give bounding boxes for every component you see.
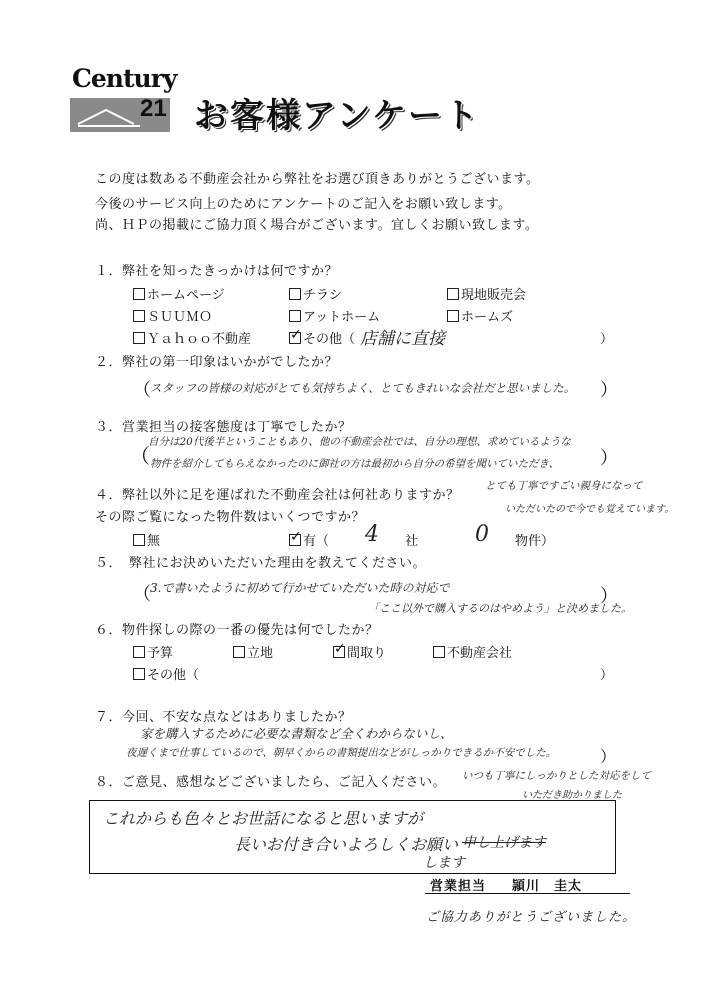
q3-handwritten-line: 物件を紹介してもらえなかったのに御社の方は最初から自分の希望を聞いていただき、 [150,458,560,470]
question-3: ３．営業担当の接客態度は丁寧でしたか？ [95,420,352,435]
closing-message: ご協力ありがとうございました。 [426,910,637,925]
question-2: ２．弊社の第一印象はいかがでしたか？ [95,355,339,370]
q1-option: Ｙａｈｏｏ不動産 [133,328,251,347]
q1-handwritten-answer: 店舗に直接 [360,329,445,349]
comment-line: 長いお付き合いよろしくお願い [234,835,459,854]
checkbox[interactable] [133,288,145,300]
q5-handwritten-line: 「ここ以外で購入するのはやめよう」と決めました。 [368,602,632,615]
checkbox[interactable] [447,310,459,322]
q3-handwritten-line: 自分は20代後半ということもあり、他の不動産会社では、自分の理想、求めているような [148,436,571,448]
q6-option: 不動産会社 [433,642,512,661]
checkbox[interactable] [133,668,145,680]
checkbox[interactable] [233,646,245,658]
q6-option: 予算 [133,642,173,661]
question-4: ４．弊社以外に足を運ばれた不動産会社は何社ありますか？ [95,488,460,503]
checkbox[interactable] [133,332,145,344]
checkbox[interactable] [433,646,445,658]
q7-handwritten-line: 夜遅くまで仕事しているので、朝早くからの書類提出などがしっかりできるか不安でした。 [126,747,557,759]
q5-open-paren: （ [133,584,151,605]
q4-property-unit: 物件） [515,534,555,549]
q4-handwritten-note: いただいたので今でも覚えています。 [505,504,675,515]
comment-strikethrough: 申し上げます [462,835,546,851]
question-6: ６．物件探しの際の一番の優先は何でしたか？ [95,623,379,638]
brand-logo-number: 21 [140,95,167,122]
q4-handwritten-note: とても丁寧ですごい親身になって [485,480,643,492]
q4-company-count: 4 [365,522,379,547]
q2-close-paren: ） [600,380,618,401]
q6-option: 立地 [233,642,273,661]
checkbox[interactable] [447,288,459,300]
q4-option-none: 無 [133,530,160,549]
q7-close-paren: ） [600,747,617,766]
checkbox-checked[interactable] [289,332,301,344]
q3-close-paren: ） [600,448,618,469]
q4-property-count: 0 [475,522,489,547]
staff-label: 営業担当 [430,879,487,894]
question-8: ８．ご意見、感想などございましたら、ご記入ください。 [95,775,447,790]
intro-line: 尚、ＨＰの掲載にご協力頂く場合がございます。宜しくお願い致します。 [95,218,539,233]
q1-option: チラシ [289,284,342,303]
q1-close-paren: ） [600,332,614,347]
comment-line: これからも色々とお世話になると思いますが [103,809,424,828]
q4-company-unit: 社 [405,534,419,549]
checkbox[interactable] [289,288,301,300]
q1-option: ＳＵＵＭＯ [133,306,212,325]
logo-roof-icon [76,106,146,128]
q4-option-yes: ✓ 有（ [289,530,329,549]
question-1: １．弊社を知ったきっかけは何ですか？ [95,264,339,279]
q1-option: ホームズ [447,306,513,325]
question-7: ７．今回、不安な点などはありましたか？ [95,710,352,725]
q2-handwritten-answer: スタッフの皆様の対応がとても気持ちよく、とてもきれいな会社だと思いました。 [150,381,576,395]
page-title: お客様アンケート [194,96,480,136]
q1-option: ホームページ [133,284,225,303]
brand-logo: Century [72,64,177,93]
q2-open-paren: （ [133,380,151,401]
q5-close-paren: ） [600,586,618,607]
checkbox[interactable] [133,534,145,546]
q8-handwritten-note: いつも丁寧にしっかりとした対応をして [462,770,651,782]
intro-line: この度は数ある不動産会社から弊社をお選び頂きありがとうございます。 [95,172,540,187]
checkbox[interactable] [289,310,301,322]
checkbox-checked[interactable] [333,646,345,658]
checkbox-checked[interactable] [289,534,301,546]
comment-line: します [423,855,465,871]
question-4-sub: その際ご覧になった物件数はいくつですか？ [95,510,366,525]
q7-handwritten-line: 家を購入するために必要な書類など全くわからないし、 [140,726,453,741]
q3-open-paren: （ [130,444,150,468]
q5-handwritten-line: 3.で書いたように初めて行かせていただいた時の対応で [150,581,450,595]
checkbox[interactable] [133,310,145,322]
checkbox[interactable] [133,646,145,658]
staff-name: 頴川 圭太 [512,879,583,894]
q6-option-other: その他（ [133,664,199,683]
question-5: ５． 弊社にお決めいただいた理由を教えてください。 [95,556,427,571]
q1-option: アットホーム [289,306,380,325]
q8-handwritten-note: いただき助かりました [522,790,622,801]
q6-option-checked: ✓ 間取り [333,642,386,661]
q6-close-paren: ） [600,668,614,683]
q1-option-other: ✓ その他（ [289,328,355,347]
intro-line: 今後のサービス向上のためにアンケートのご記入をお願い致します。 [95,197,512,212]
q1-option: 現地販売会 [447,284,526,303]
